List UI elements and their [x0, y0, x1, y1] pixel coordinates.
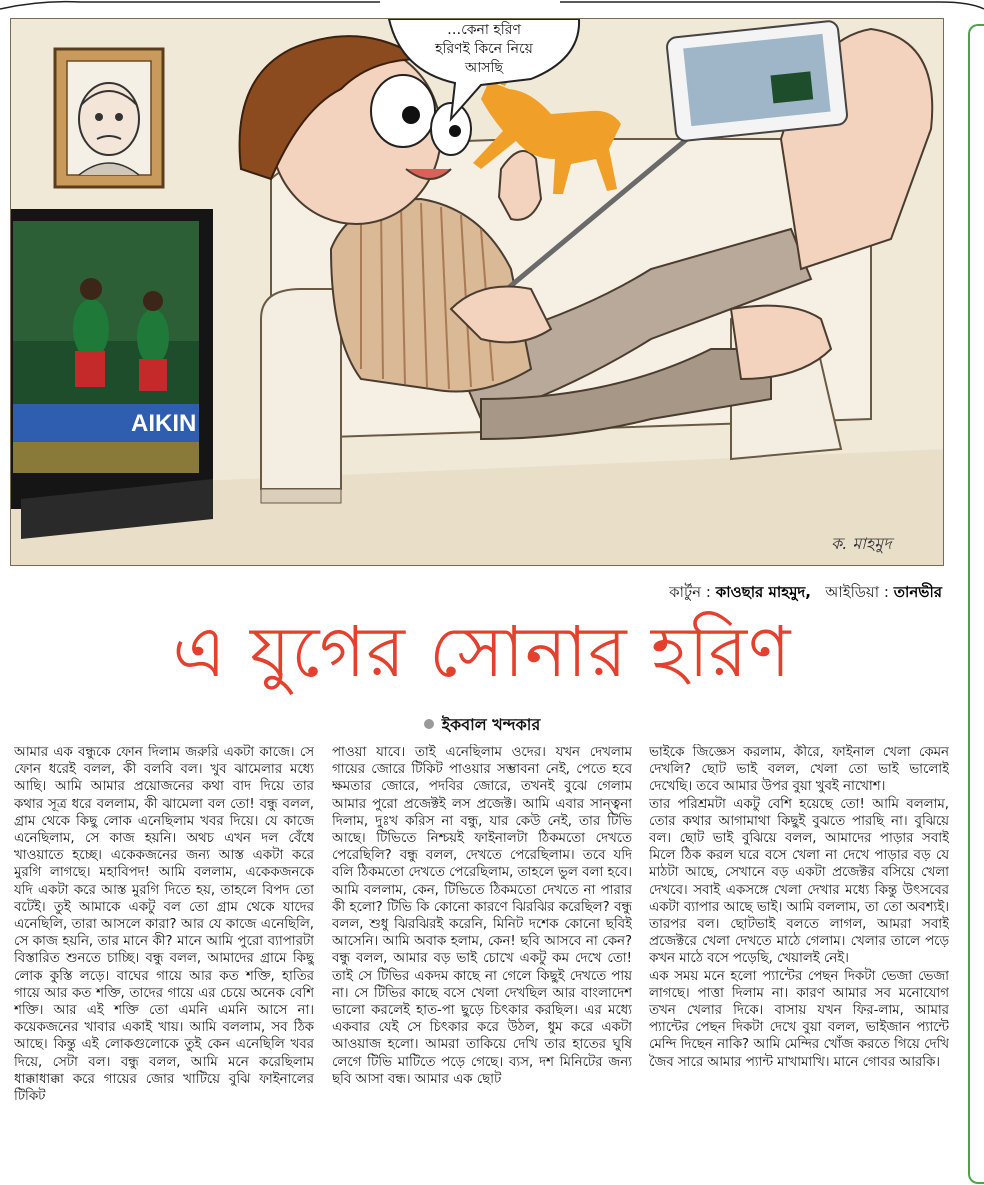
bubble-line-2: হরিণই কিনে নিয়ে — [435, 41, 533, 57]
cartoon-credit — [669, 581, 942, 606]
credit-cartoon-name: কাওছার মাহমুদ, — [715, 583, 811, 601]
credit-idea-name: তানভীর — [893, 583, 942, 601]
sidebar-frame — [968, 24, 984, 1184]
tv-ad-text: AIKIN — [131, 410, 197, 437]
byline — [0, 712, 964, 739]
article-column-3 — [649, 744, 949, 1176]
bubble-line-3: আসছি — [464, 60, 504, 76]
wall-portrait — [55, 49, 163, 187]
article-column-1 — [14, 744, 314, 1176]
credit-idea-label: আইডিয়া : — [825, 583, 889, 601]
cartoon-illustration — [10, 18, 944, 566]
column-2-paragraph-1: পাওয়া যাবে। তাই এনেছিলাম ওদের। যখন দেখলাম গায়ের জোরে টিকিট পাওয়ার সম্ভাবনা নেই, পেতে হবে ক্ষমতার জোরে, পদবির জোরে, তখনই বুঝে গেলাম আমার পুরো প্রজেক্টই লস প্রজেক্ট। আমি এবার সান্ত্বনা দিলাম, দুঃখ করিস না বন্ধু, যার কেউ নেই, তার টিভি আছে। টিভিতে নিশ্চয়ই ফাইনালটা ঠিকমতো দেখতে পেরেছিলি? বন্ধু বলল, দেখতে পেরেছিলাম। তবে যদি বলি ঠিকমতো দেখতে পেরেছিলাম, তাহলে ভুল বলা হবে। আমি বললাম, কেন, টিভিতে ঠিকমতো দেখতে না পারার কী হলো? টিভি কি কোনো কারণে ঝিরঝির করেছিল? বন্ধু বলল, শুধু ঝিরঝিরই করেনি, মিনিট দশেক কোনো ছবিই আসেনি। আমি অবাক হলাম, কেন! ছবি আসবে না কেন? বন্ধু বলল, আমার বড় ভাই চোখে একটু কম দেখে তো! তাই সে টিভির একদম কাছে না গেলে কিছুই দেখতে পায় না। সে টিভির কাছে বসে খেলা দেখছিল আর বাংলাদেশ ভালো করলেই হাত-পা ছুড়ে চিৎকার করছিল। এর মধ্যে একবার যেই সে চিৎকার করে উঠল, ধুম করে একটা আওয়াজ হলো। আমরা তাকিয়ে দেখি তার হাতের ঘুষি লেগে টিভি মাটিতে পড়ে গেছে। ব্যস, দশ মিনিটের জন্য ছবি আসা বন্ধ। আমার এক ছোট — [332, 745, 632, 1087]
article-column-2 — [332, 744, 632, 1176]
credit-cartoon-label: কার্টুন : — [669, 583, 711, 601]
column-3-paragraph-3: এক সময় মনে হলো প্যান্টের পেছন দিকটা ভেজা ভেজা লাগছে। পাত্তা দিলাম না। কারণ আমার সব মনোযোগ তখন খেলার দিকে। বাসায় যখন ফির-লাম, আমার প্যান্টের পেছন দিকটা দেখে বুয়া বলল, ভাইজান প্যান্টে মেন্দি দিছেন নাকি? আমি মেন্দির খোঁজ করতে গিয়ে দেখি জৈব সারে আমার প্যান্ট মাখামাখি। মানে গোবর আরকি। — [649, 968, 949, 1070]
smartphone-on-selfie-stick — [666, 20, 848, 141]
top-frame-strip — [0, 0, 984, 12]
article-headline: এ যুগের সোনার হরিণ — [172, 611, 792, 693]
bubble-line-1: …কেনা হরিণ — [447, 22, 521, 38]
column-3-paragraph-2: তার পরিশ্রমটা একটু বেশি হয়েছে তো! আমি বললাম, তোর কথার আগামাথা কিছুই বুঝতে পারছি না। বুঝিয়ে বল। ছোট ভাই বুঝিয়ে বলল, আমাদের পাড়ার সবাই মিলে ঠিক করল ঘরে বসে খেলা না দেখে পাড়ার বড় যে মাঠটা আছে, সেখানে বড় একটা প্রজেক্টর বসিয়ে খেলা দেখবে। সবাই একসঙ্গে খেলা দেখার মধ্যে কিন্তু উৎসবের একটা ব্যাপার আছে ভাই। আমি বললাম, তা তো অবশ্যই। তারপর বল। ছোটভাই বলতে লাগল, আমরা সবাই প্রজেক্টরে খেলা দেখতে মাঠে গেলাম। খেলার তালে পড়ে কখন মাঠে বসে পড়েছি, খেয়ালই নেই। — [649, 796, 949, 967]
column-3-paragraph-1: ভাইকে জিজ্ঞেস করলাম, কীরে, ফাইনাল খেলা কেমন দেখলি? ছোট ভাই বলল, খেলা তো ভাই ভালোই দেখেছি। তবে আমার উপর বুয়া খুবই নাখোশ। — [649, 745, 949, 795]
speech-bubble-text — [409, 21, 559, 78]
television — [11, 209, 213, 539]
byline-author: ইকবাল খন্দকার — [441, 715, 541, 734]
artist-signature: ক. মাহমুদ — [831, 534, 892, 553]
column-1-paragraph-1: আমার এক বন্ধুকে ফোন দিলাম জরুরি একটা কাজে। সে ফোন ধরেই বলল, কী বলবি বল। খুব ঝামেলার মধ্যে আছি। আমি আমার প্রয়োজনের কথা বাদ দিয়ে তার কথার সূত্র ধরে বললাম, কী ঝামেলা বল তো! বন্ধু বলল, গ্রাম থেকে কিছু লোক এনেছিলাম খবর দিয়ে। যে কাজে এনেছিলাম, সে কাজ হয়নি। অথচ এখন দল বেঁধে খাওয়াতে হচ্ছে। একেকজনের জন্য আস্ত একটা করে মুরগি লাগছে। মহাবিপদ! আমি বললাম, একেকজনকে যদি একটা করে আস্ত মুরগি দিতে হয়, তাহলে বিপদ তো বটেই। তুই আমাকে একটু বল তো গ্রাম থেকে যাদের এনেছিলি, তারা আসলে কারা? আর যে কাজে এনেছিলি, সে কাজ হয়নি, তার মানে কী? মানে আমি পুরো ব্যাপারটা বিস্তারিত শুনতে চাচ্ছি। বন্ধু বলল, আমাদের গ্রামে কিছু লোক কুস্তি লড়ে। বাঘের গায়ে আর কত শক্তি, হাতির গায়ে আর কত শক্তি, তাদের গায়ে এর চেয়ে অনেক বেশি শক্তি। আর এই শক্তি তো এমনি এমনি আসে না। কয়েকজনের খাবার একাই খায়। আমি বললাম, সব ঠিক আছে। কিন্তু এই লোকগুলোকে তুই কেন এনেছিলি খবর দিয়ে, সেটা বল। বন্ধু বলল, আমি মনে করেছিলাম ধাক্কাধাক্কা করে গায়ের জোর খাটিয়ে বুঝি ফাইনালের টিকিট — [14, 745, 314, 1105]
bullet-dot-icon — [424, 719, 434, 729]
